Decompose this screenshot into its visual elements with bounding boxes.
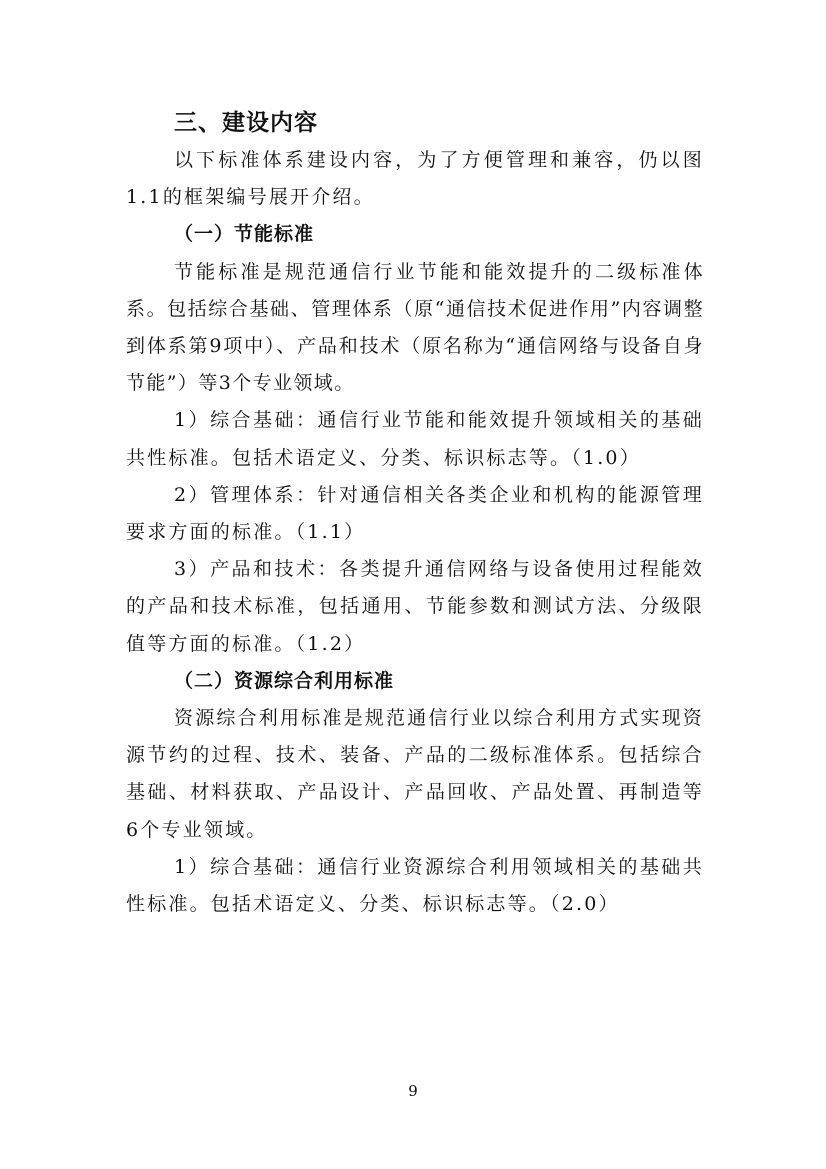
resource-item-foundation: 1）综合基础：通信行业资源综合利用领域相关的基础共性标准。包括术语定义、分类、标识标志等。（2.0）: [126, 855, 704, 916]
section-heading: 三、建设内容: [174, 110, 318, 136]
page-content: [126, 104, 704, 923]
resource-standard-intro: 资源综合利用标准是规范通信行业以综合利用方式实现资源节约的过程、技术、装备、产品的二级标准体系。包括综合基础、材料获取、产品设计、产品回收、产品处置、再制造等6个专业领域。: [126, 707, 705, 841]
energy-item-management: 2）管理体系：针对通信相关各类企业和机构的能源管理要求方面的标准。（1.1）: [126, 483, 704, 544]
energy-item-foundation: 1）综合基础：通信行业节能和能效提升领域相关的基础共性标准。包括术语定义、分类、标识标志等。（1.0）: [126, 409, 704, 469]
energy-standard-heading: （一）节能标准: [174, 223, 315, 246]
page-number: 9: [408, 1082, 418, 1100]
energy-standard-intro: 节能标准是规范通信行业节能和能效提升的二级标准体系。包括综合基础、管理体系（原“通信技术促进作用”内容调整到体系第9项中）、产品和技术（原名称为“通信网络与设备自身节能”）等3个专业领域。: [126, 260, 704, 395]
section-intro-paragraph: 以下标准体系建设内容，为了方便管理和兼容，仍以图1.1的框架编号展开介绍。: [126, 149, 704, 209]
resource-standard-heading: （二）资源综合利用标准: [174, 669, 395, 692]
energy-item-products: 3）产品和技术：各类提升通信网络与设备使用过程能效的产品和技术标准，包括通用、节能参数和测试方法、分级限值等方面的标准。（1.2）: [126, 558, 704, 655]
